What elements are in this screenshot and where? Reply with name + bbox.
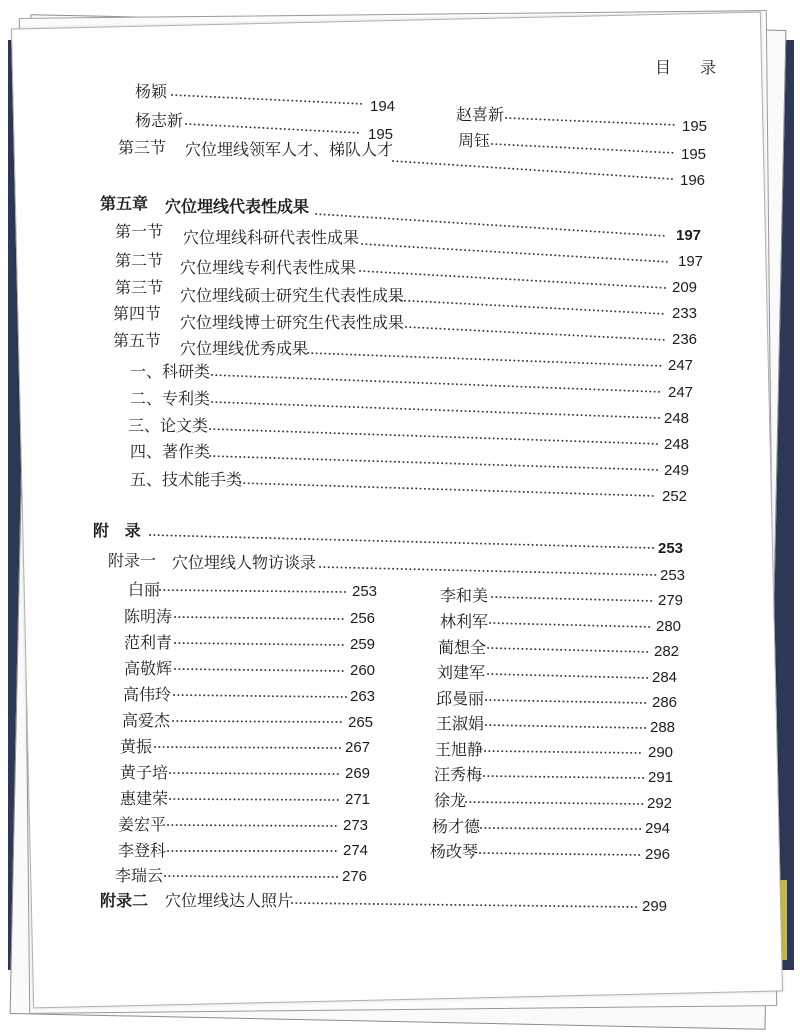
- appendix1-label: 附录一: [108, 551, 157, 570]
- subsection-label: 三、论文类: [128, 416, 209, 435]
- leader-dots: [175, 669, 346, 671]
- entry-page-number: 195: [681, 146, 707, 163]
- appendix2-title: 穴位埋线达人照片: [165, 891, 294, 910]
- interviewee-page-number: 279: [658, 592, 684, 609]
- interviewee-page-number: 286: [652, 694, 678, 711]
- leader-dots: [490, 623, 652, 627]
- subsection-label: 一、科研类: [130, 362, 211, 381]
- interviewee-page-number: 269: [345, 765, 371, 782]
- leader-dots: [308, 353, 664, 366]
- interviewee-page-number: 263: [350, 688, 376, 705]
- leader-dots: [492, 597, 654, 601]
- section-page-number: 209: [672, 279, 698, 296]
- leader-dots: [392, 300, 666, 314]
- leader-dots: [175, 643, 346, 645]
- leader-dots: [362, 244, 670, 262]
- interviewee-name: 邱曼丽: [436, 689, 485, 708]
- interviewee-page-number: 296: [645, 846, 671, 863]
- section-label: 第三节: [118, 138, 167, 157]
- section-label: 第五节: [113, 331, 162, 350]
- entry-name: 杨志新: [135, 111, 184, 130]
- interviewee-page-number: 271: [345, 791, 371, 808]
- interviewee-name: 白丽: [128, 580, 161, 599]
- appendix1-title: 穴位埋线人物访谈录: [172, 553, 317, 572]
- section-title: 穴位埋线优秀成果: [180, 339, 309, 358]
- interviewee-name: 高伟玲: [123, 685, 172, 704]
- interviewee-page-number: 256: [350, 610, 376, 627]
- interviewee-name: 高敬辉: [124, 659, 173, 678]
- interviewee-name: 蔺想全: [438, 638, 487, 657]
- leader-dots: [155, 747, 341, 748]
- leader-dots: [210, 429, 660, 444]
- section-label: 第一节: [115, 222, 164, 241]
- leader-dots: [320, 567, 656, 575]
- interviewee-name: 汪秀梅: [434, 765, 483, 784]
- interviewee-page-number: 267: [345, 739, 371, 756]
- leader-dots: [292, 903, 638, 907]
- interviewee-name: 王旭静: [435, 740, 484, 759]
- section-label: 第二节: [115, 251, 164, 270]
- interviewee-page-number: 282: [654, 643, 680, 660]
- interviewee-page-number: 276: [342, 868, 368, 885]
- leader-dots: [486, 725, 646, 728]
- leader-dots: [466, 802, 643, 804]
- appendix1-page-number: 253: [660, 567, 686, 584]
- leader-dots: [174, 695, 346, 697]
- leader-dots: [173, 721, 344, 722]
- entry-name: 杨颖: [135, 82, 168, 101]
- interviewee-page-number: 259: [350, 636, 376, 653]
- section-page-number: 197: [678, 253, 704, 270]
- leader-dots: [212, 375, 662, 392]
- appendix-page-number: 253: [658, 540, 684, 557]
- section-page-number: 196: [680, 172, 706, 189]
- entry-name: 赵喜新: [456, 105, 505, 124]
- section-label: 第三节: [115, 278, 164, 297]
- entry-page-number: 195: [368, 126, 394, 143]
- leader-dots: [316, 214, 666, 236]
- interviewee-page-number: 292: [647, 795, 673, 812]
- chapter-title: 穴位埋线代表性成果: [165, 197, 310, 216]
- leader-dots: [506, 118, 677, 125]
- interviewee-name: 范利青: [124, 633, 173, 652]
- interviewee-name: 黄子培: [120, 763, 169, 782]
- leader-dots: [406, 327, 666, 340]
- leader-dots: [480, 853, 641, 855]
- subsection-label: 四、著作类: [130, 442, 211, 461]
- leader-dots: [486, 700, 648, 703]
- page-header-title: 目 录: [655, 58, 717, 77]
- leader-dots: [240, 483, 656, 496]
- subsection-page-number: 248: [664, 410, 690, 427]
- leader-dots: [170, 773, 341, 774]
- leader-dots: [393, 161, 672, 179]
- leader-dots: [492, 144, 676, 153]
- section-title: 穴位埋线专利代表性成果: [180, 258, 357, 277]
- chapter-label: 第五章: [100, 194, 149, 213]
- chapter-page-number: 197: [676, 227, 702, 244]
- leader-dots: [165, 876, 338, 877]
- leader-dots: [488, 674, 648, 678]
- interviewee-page-number: 253: [352, 583, 378, 600]
- section-page-number: 233: [672, 305, 698, 322]
- section-title: 穴位埋线博士研究生代表性成果: [180, 313, 405, 332]
- interviewee-name: 姜宏平: [118, 815, 167, 834]
- subsection-page-number: 247: [668, 384, 694, 401]
- subsection-page-number: 252: [662, 488, 688, 505]
- interviewee-page-number: 291: [648, 769, 674, 786]
- section-title: 穴位埋线领军人才、梯队人才: [185, 140, 394, 159]
- interviewee-name: 李和美: [440, 586, 489, 605]
- interviewee-name: 李登科: [118, 841, 167, 860]
- appendix2-page-number: 299: [642, 898, 668, 915]
- interviewee-name: 惠建荣: [120, 789, 169, 808]
- interviewee-name: 高爱杰: [122, 711, 171, 730]
- interviewee-name: 刘建军: [437, 663, 486, 682]
- leader-dots: [484, 776, 644, 778]
- entry-name: 周钰: [458, 131, 491, 150]
- subsection-label: 二、专利类: [130, 389, 211, 408]
- leader-dots: [170, 799, 341, 800]
- subsection-page-number: 248: [664, 436, 690, 453]
- appendix-label: 附 录: [93, 521, 141, 540]
- interviewee-name: 黄振: [120, 737, 153, 756]
- interviewee-page-number: 288: [650, 719, 676, 736]
- section-page-number: 236: [672, 331, 698, 348]
- section-label: 第四节: [113, 304, 162, 323]
- leader-dots: [212, 402, 660, 418]
- interviewee-page-number: 284: [652, 669, 678, 686]
- entry-page-number: 194: [370, 98, 396, 115]
- interviewee-name: 杨改琴: [430, 842, 479, 861]
- interviewee-page-number: 290: [648, 744, 674, 761]
- interviewee-page-number: 260: [350, 662, 376, 679]
- subsection-page-number: 249: [664, 462, 690, 479]
- leader-dots: [186, 124, 362, 133]
- leader-dots: [360, 271, 666, 288]
- leader-dots: [485, 751, 644, 753]
- interviewee-name: 杨才德: [432, 817, 481, 836]
- leader-dots: [168, 825, 339, 826]
- interviewee-page-number: 265: [348, 714, 374, 731]
- interviewee-page-number: 294: [645, 820, 671, 837]
- interviewee-name: 徐龙: [434, 791, 467, 810]
- leader-dots: [481, 828, 641, 829]
- interviewee-name: 李瑞云: [115, 866, 164, 885]
- leader-dots: [150, 535, 654, 548]
- section-title: 穴位埋线硕士研究生代表性成果: [180, 286, 405, 305]
- subsection-label: 五、技术能手类: [130, 470, 243, 489]
- leader-dots: [175, 617, 346, 619]
- section-title: 穴位埋线科研代表性成果: [183, 228, 360, 247]
- leader-dots: [488, 648, 650, 652]
- interviewee-page-number: 274: [343, 842, 369, 859]
- leader-dots: [210, 456, 660, 470]
- interviewee-page-number: 273: [343, 817, 369, 834]
- section-page-number: 247: [668, 357, 694, 374]
- interviewee-name: 林利军: [440, 612, 489, 631]
- leader-dots: [160, 590, 348, 592]
- entry-page-number: 195: [682, 118, 708, 135]
- interviewee-name: 王淑娟: [436, 714, 485, 733]
- interviewee-name: 陈明涛: [124, 607, 173, 626]
- interviewee-page-number: 280: [656, 618, 682, 635]
- appendix2-label: 附录二: [100, 891, 149, 910]
- leader-dots: [172, 95, 364, 104]
